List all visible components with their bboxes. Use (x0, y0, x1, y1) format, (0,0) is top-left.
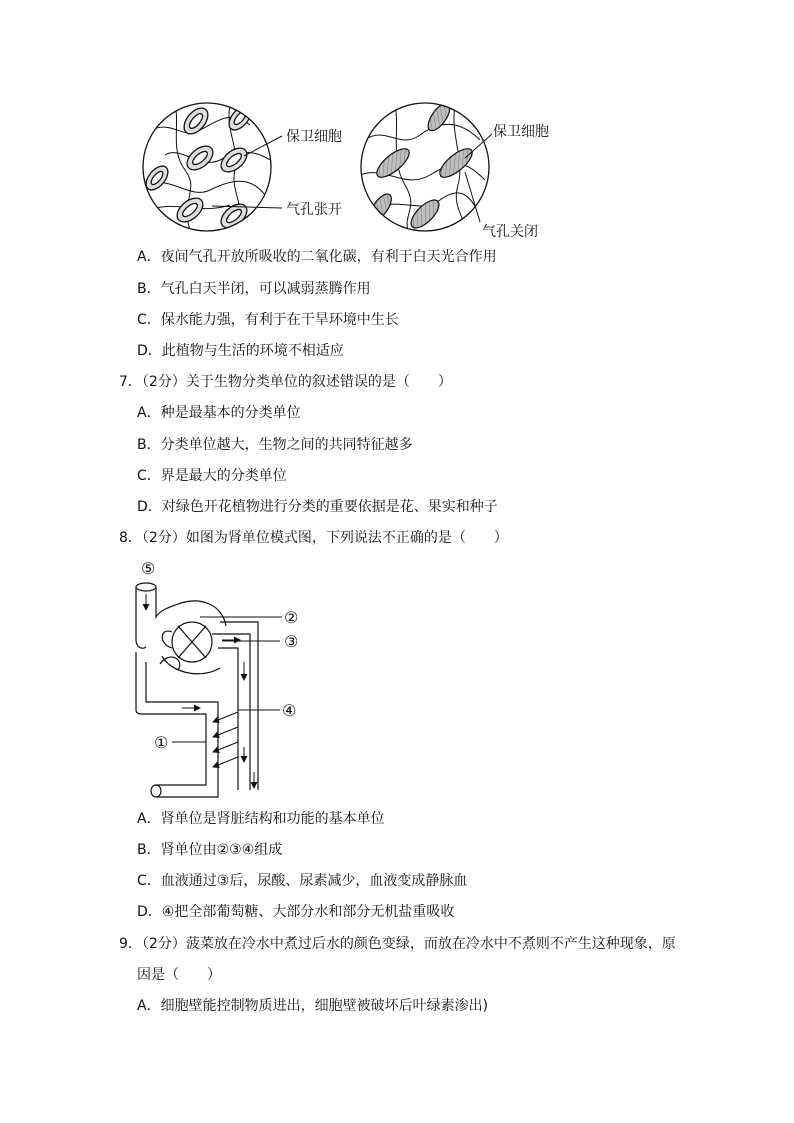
q7-option-d: D．对绿色开花植物进行分类的重要依据是花、果实和种子 (137, 499, 498, 515)
q6-option-d: D．此植物与生活的环境不相适应 (137, 343, 344, 359)
q7-option-a: A．种是最基本的分类单位 (137, 405, 301, 421)
q6-option-c: C．保水能力强，有利于在干旱环境中生长 (137, 312, 399, 328)
label-stoma-closed: 气孔关闭 (482, 224, 538, 240)
label-stoma-open: 气孔张开 (286, 202, 342, 218)
q6-option-a: A．夜间气孔开放所吸收的二氧化碳，有利于白天光合作用 (137, 249, 497, 265)
q9-stem-line1: 9．（2分）菠菜放在冷水中煮过后水的颜色变绿，而放在冷水中不煮则不产生这种现象，原 (119, 936, 676, 952)
q9-stem-line2: 因是（ ） (137, 967, 221, 983)
q7-option-b: B．分类单位越大，生物之间的共同特征越多 (137, 437, 413, 453)
label-4: ④ (282, 701, 297, 720)
q7-stem: 7．（2分）关于生物分类单位的叙述错误的是（ ） (119, 374, 452, 390)
label-2: ② (284, 608, 299, 627)
label-5: ⑤ (141, 559, 156, 578)
q8-option-a: A．肾单位是肾脏结构和功能的基本单位 (137, 811, 385, 827)
label-guard-cell-left: 保卫细胞 (286, 129, 342, 145)
q6-option-b: B．气孔白天半闭，可以减弱蒸腾作用 (137, 281, 371, 297)
q8-stem: 8．（2分）如图为肾单位模式图，下列说法不正确的是（ ） (119, 530, 508, 546)
q8-option-b: B．肾单位由②③④组成 (137, 842, 283, 858)
q9-option-a: A．细胞壁能控制物质进出，细胞壁被破坏后叶绿素渗出) (137, 998, 489, 1014)
nephron-figure (0, 552, 794, 802)
q7-option-c: C．界是最大的分类单位 (137, 468, 287, 484)
label-guard-cell-right: 保卫细胞 (493, 124, 549, 140)
label-3: ③ (284, 632, 299, 651)
stomata-closed-diagram (360, 100, 485, 235)
label-1: ① (154, 733, 169, 752)
stomata-figure (0, 0, 794, 250)
q8-option-c: C．血液通过③后，尿酸、尿素减少，血液变成静脉血 (137, 873, 468, 889)
q8-option-d: D．④把全部葡萄糖、大部分水和部分无机盐重吸收 (137, 904, 455, 920)
